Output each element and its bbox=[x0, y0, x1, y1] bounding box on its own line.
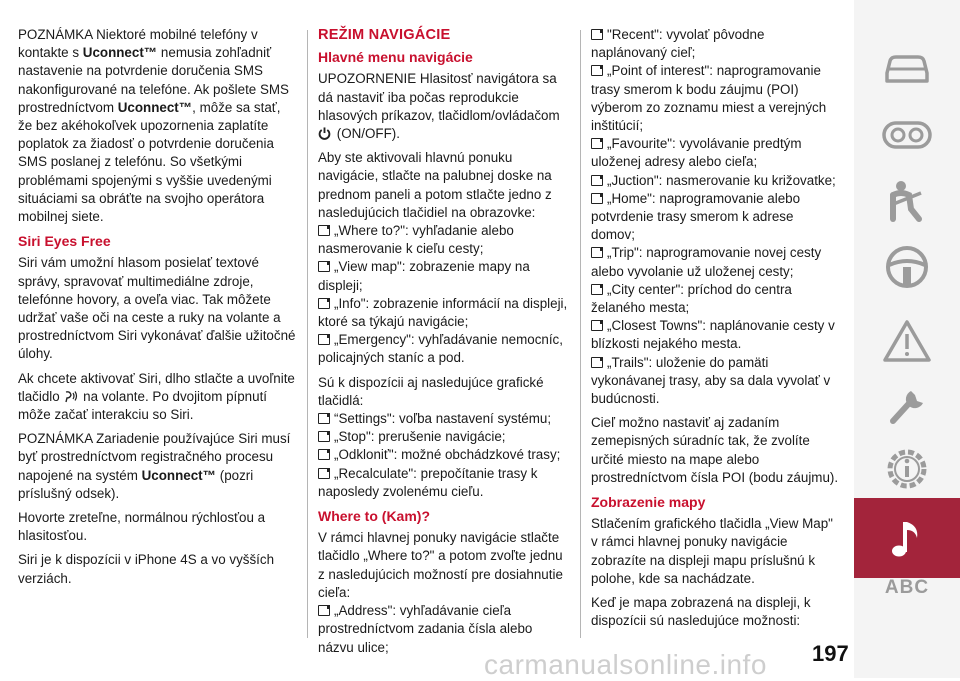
list-item: „Stop": prerušenie navigácie; bbox=[318, 428, 568, 446]
checkbox-icon bbox=[318, 468, 330, 479]
heading-where-to: Where to (Kam)? bbox=[318, 508, 430, 525]
list-item: „Point of interest": naprogramovanie trasy smerom k bodu záujmu (POI) výberom zo zoznamu miest a verejných inštitúcií; bbox=[591, 63, 827, 134]
heading-navigation-mode: REŽIM NAVIGÁCIE bbox=[318, 27, 451, 43]
steering-wheel-icon[interactable] bbox=[854, 238, 960, 296]
graphic-buttons-intro: Sú k dispozícii aj nasledujúce grafické tlačidlá: bbox=[318, 374, 544, 408]
info-gear-icon[interactable] bbox=[854, 440, 960, 498]
list-item: „Emergency": vyhľadávanie nemocníc, policajných staníc a pod. bbox=[318, 332, 563, 366]
column-1 bbox=[18, 26, 296, 594]
list-item: „Trip": naprogramovanie novej cesty alebo vyvolanie už uloženej cesty; bbox=[591, 245, 822, 279]
checkbox-icon bbox=[318, 334, 330, 345]
list-item: „City center": príchod do centra želaného mesta; bbox=[591, 281, 792, 316]
checkbox-icon bbox=[318, 605, 330, 616]
checkbox-icon bbox=[591, 320, 603, 331]
destination-options-list bbox=[591, 26, 839, 408]
abc-index-label[interactable]: ABC bbox=[884, 577, 930, 598]
map-options-intro: Keď je mapa zobrazená na displeji, k dispozícii sú nasledujúce možnosti: bbox=[591, 595, 811, 629]
checkbox-icon bbox=[591, 193, 603, 204]
heading-main-menu: Hlavné menu navigácie bbox=[318, 49, 473, 66]
note-siri-registration: POZNÁMKA Zariadenie používajúce Siri musí byť prostredníctvom registračného procesu napojené na systém Uconnect™ (pozri príslušný odsek). bbox=[18, 431, 291, 501]
list-item: „Recalculate": prepočítanie trasy k naposledy zvolenému cieľu. bbox=[318, 465, 538, 499]
chapter-sidebar bbox=[854, 0, 960, 678]
note-sms: POZNÁMKA Niektoré mobilné telefóny v kontakte s Uconnect™ nemusia zohľadniť nastavenie na potvrdenie doručenia SMS nakonfigurované na telefóne. Ak pošlete SMS prostredníctvom Uconnect™, môže sa stať, že bez akéhokoľvek upozornenia zaplatíte poplatok za žiadosť o potvrdenie doručenia SMS poslanej z telefónu. So všetkými problémami spojenými s vyššie uvedenými situáciami sa obráťte na svojho operátora mobilnej siete. bbox=[18, 27, 289, 225]
power-icon bbox=[318, 127, 331, 140]
siri-availability: Siri je k dispozícii v iPhone 4S a vo vyšších verziách. bbox=[18, 552, 275, 586]
car-icon[interactable] bbox=[854, 38, 960, 96]
checkbox-icon bbox=[318, 449, 330, 460]
checkbox-icon bbox=[318, 261, 330, 272]
checkbox-icon bbox=[318, 413, 330, 424]
list-item: „Odkloniť": možné obchádzkové trasy; bbox=[318, 446, 568, 464]
wrench-icon[interactable] bbox=[854, 374, 960, 432]
where-to-intro: V rámci hlavnej ponuky navigácie stlačte tlačidlo „Where to?" a potom zvoľte jednu z nasledujúcich možností pre dosiahnutie cieľa: bbox=[318, 530, 563, 600]
heading-map-view: Zobrazenie mapy bbox=[591, 494, 706, 511]
list-item: „Address": vyhľadávanie cieľa prostredníctvom zadania čísla alebo názvu ulice; bbox=[318, 603, 533, 655]
list-item: „View map": zobrazenie mapy na displeji; bbox=[318, 259, 530, 293]
coordinates-note: Cieľ možno nastaviť aj zadaním zemepisných súradníc tak, že zvolíte určité miesto na mape alebo prostredníctvom čísla POI (bodu záujmu). bbox=[591, 415, 839, 485]
dashboard-gauges-icon[interactable] bbox=[854, 106, 960, 164]
checkbox-icon bbox=[591, 357, 603, 368]
checkbox-icon bbox=[591, 175, 603, 186]
seat-belt-icon[interactable] bbox=[854, 172, 960, 230]
warning-volume: UPOZORNENIE Hlasitosť navigátora sa dá nastaviť iba počas reprodukcie hlasových príkazov, tlačidlom/ovládačom (ON/OFF). bbox=[318, 71, 560, 142]
list-item: „Where to?": vyhľadanie alebo nasmerovanie k cieľu cesty; bbox=[318, 223, 514, 257]
nav-menu-list bbox=[318, 222, 568, 368]
warning-triangle-icon[interactable] bbox=[854, 312, 960, 370]
page-number: 197 bbox=[812, 641, 849, 666]
map-view-description: Stlačením grafického tlačidla „View Map" v rámci hlavnej ponuky navigácie zobrazíte na displeji mapu príslušnú k polohe, kde sa nachádzate. bbox=[591, 516, 833, 586]
column-3 bbox=[591, 26, 839, 637]
checkbox-icon bbox=[591, 247, 603, 258]
column-divider-2 bbox=[580, 30, 581, 638]
checkbox-icon bbox=[591, 29, 603, 40]
checkbox-icon bbox=[591, 284, 603, 295]
column-2 bbox=[318, 26, 568, 657]
siri-speak-tip: Hovorte zreteľne, normálnou rýchlosťou a hlasitosťou. bbox=[18, 510, 266, 544]
list-item: "Recent": vyvolať pôvodne naplánovaný cieľ; bbox=[591, 27, 765, 61]
checkbox-icon bbox=[591, 138, 603, 149]
list-item: „Home": naprogramovanie alebo potvrdenie trasy smerom k adrese domov; bbox=[591, 190, 801, 243]
siri-description: Siri vám umožní hlasom posielať textové správy, spravovať multimediálne zdroje, telefónne hovory, a oveľa viac. Tak môžete udržať vaše oči na ceste a ruky na volante a prostredníctvom Siri vykonávať ďalšie užitočné úlohy. bbox=[18, 255, 296, 362]
column-divider-1 bbox=[307, 30, 308, 638]
nav-activation: Aby ste aktivovali hlavnú ponuku navigácie, stlačte na palubnej doske na prednom paneli a potom stlačte jedno z nasledujúcich tlačidiel na obrazovke: bbox=[318, 150, 552, 220]
heading-siri: Siri Eyes Free bbox=[18, 233, 111, 250]
list-item: „Closest Towns": naplánovanie cesty v blízkosti nejakého mesta. bbox=[591, 318, 835, 352]
checkbox-icon bbox=[591, 65, 603, 76]
list-item: „Juction": nasmerovanie ku križovatke; bbox=[591, 172, 839, 190]
list-item: “Settings": voľba nastavení systému; bbox=[318, 410, 568, 428]
list-item: „Info": zobrazenie informácií na displeji, ktoré sa týkajú navigácie; bbox=[318, 295, 568, 330]
voice-command-icon bbox=[64, 390, 78, 403]
checkbox-icon bbox=[318, 298, 330, 309]
graphic-buttons-list bbox=[318, 410, 568, 501]
checkbox-icon bbox=[318, 431, 330, 442]
watermark: carmanualsonline.info bbox=[484, 649, 767, 680]
music-note-icon[interactable] bbox=[854, 498, 960, 578]
list-item: „Trails": uloženie do pamäti vykonávanej trasy, aby sa dala vyvolať v budúcnosti. bbox=[591, 354, 831, 407]
checkbox-icon bbox=[318, 225, 330, 236]
list-item: „Favourite": vyvolávanie predtým uloženej adresy alebo cieľa; bbox=[591, 136, 802, 170]
siri-activation: Ak chcete aktivovať Siri, dlho stlačte a uvoľnite tlačidlo na volante. Po dvojitom pípnutí môže začať interakciu so Siri. bbox=[18, 370, 295, 423]
